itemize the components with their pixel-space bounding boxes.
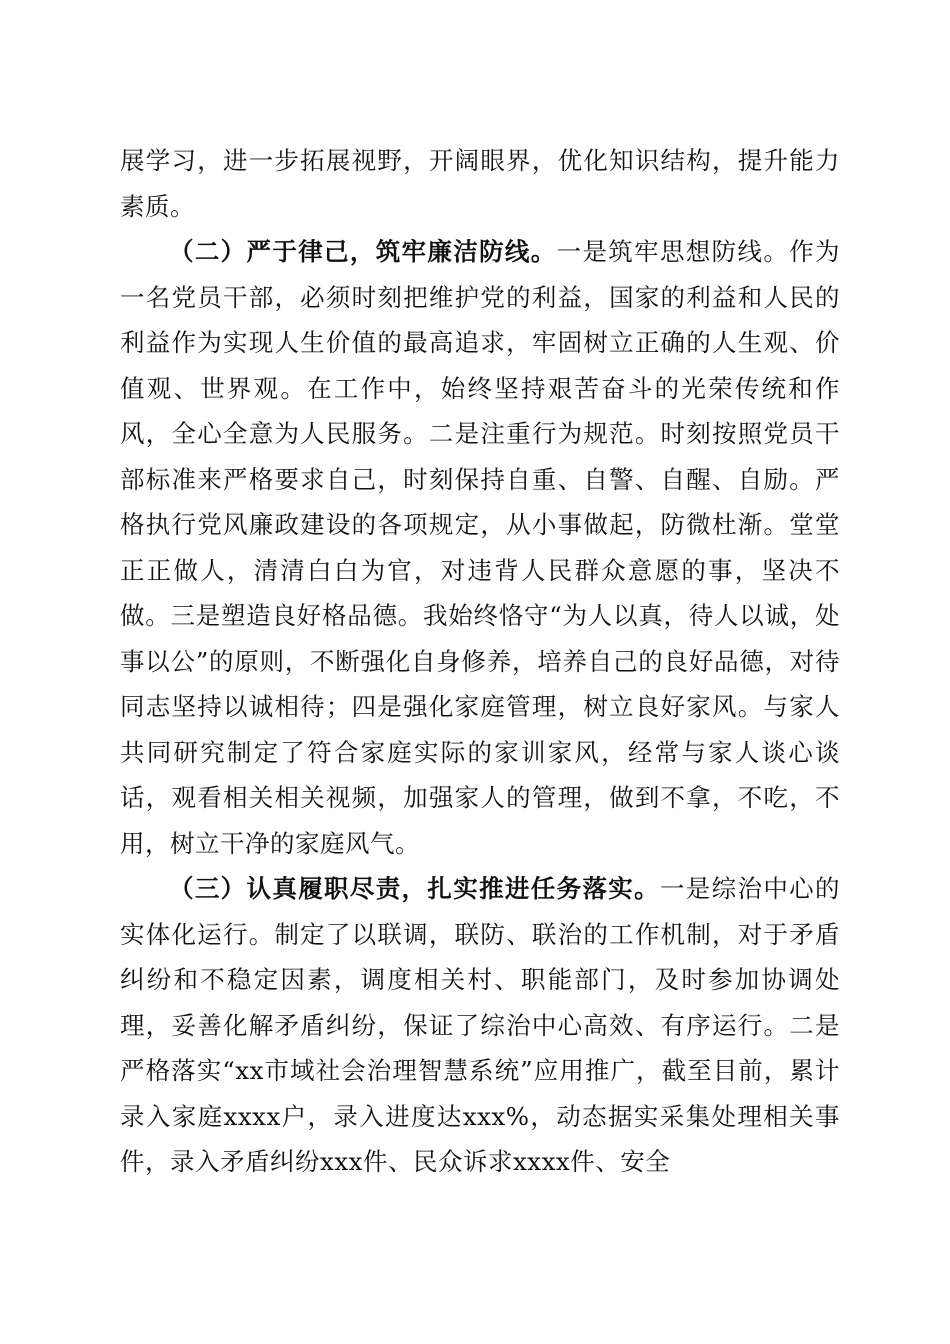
paragraph-3-body: 一是综治中心的实体化运行。制定了以联调，联防、联治的工作机制，对于矛盾纠纷和不稳定因素，调度相关村、职能部门，及时参加协调处理，妥善化解矛盾纠纷，保证了综治中心高效、有序运行。二是严格落实“xx市域社会治理智慧系统”应用推广，截至目前，累计录入家庭xxxx户，录入进度达xxx%，动态据实采集处理相关事件，录入矛盾纠纷xxx件、民众诉求xxxx件、安全 bbox=[120, 874, 841, 1176]
paragraph-3 bbox=[120, 866, 840, 1185]
paragraph-1 bbox=[120, 138, 840, 229]
document-body bbox=[120, 138, 840, 1185]
paragraph-2-body: 一是筑牢思想防线。作为一名党员干部，必须时刻把维护党的利益，国家的利益和人民的利益作为实现人生价值的最高追求，牢固树立正确的人生观、价值观、世界观。在工作中，始终坚持艰苦奋斗的光荣传统和作风，全心全意为人民服务。二是注重行为规范。时刻按照党员干部标准来严格要求自己，时刻保持自重、自警、自醒、自励。严格执行党风廉政建设的各项规定，从小事做起，防微杜渐。堂堂正正做人，清清白白为官，对违背人民群众意愿的事，坚决不做。三是塑造良好格品德。我始终恪守“为人以真，待人以诚，处事以公”的原则，不断强化自身修养，培养自己的良好品德，对待同志坚持以诚相待；四是强化家庭管理，树立良好家风。与家人共同研究制定了符合家庭实际的家训家风，经常与家人谈心谈话，观看相关相关视频，加强家人的管理，做到不拿，不吃，不用，树立干净的家庭风气。 bbox=[120, 237, 841, 858]
paragraph-1-body: 展学习，进一步拓展视野，开阔眼界，优化知识结构，提升能力素质。 bbox=[120, 146, 840, 221]
section-heading-3: （三）认真履职尽责，扎实推进任务落实。 bbox=[169, 874, 660, 903]
paragraph-2 bbox=[120, 229, 840, 866]
section-heading-2: （二）严于律己，筑牢廉洁防线。 bbox=[169, 237, 557, 266]
